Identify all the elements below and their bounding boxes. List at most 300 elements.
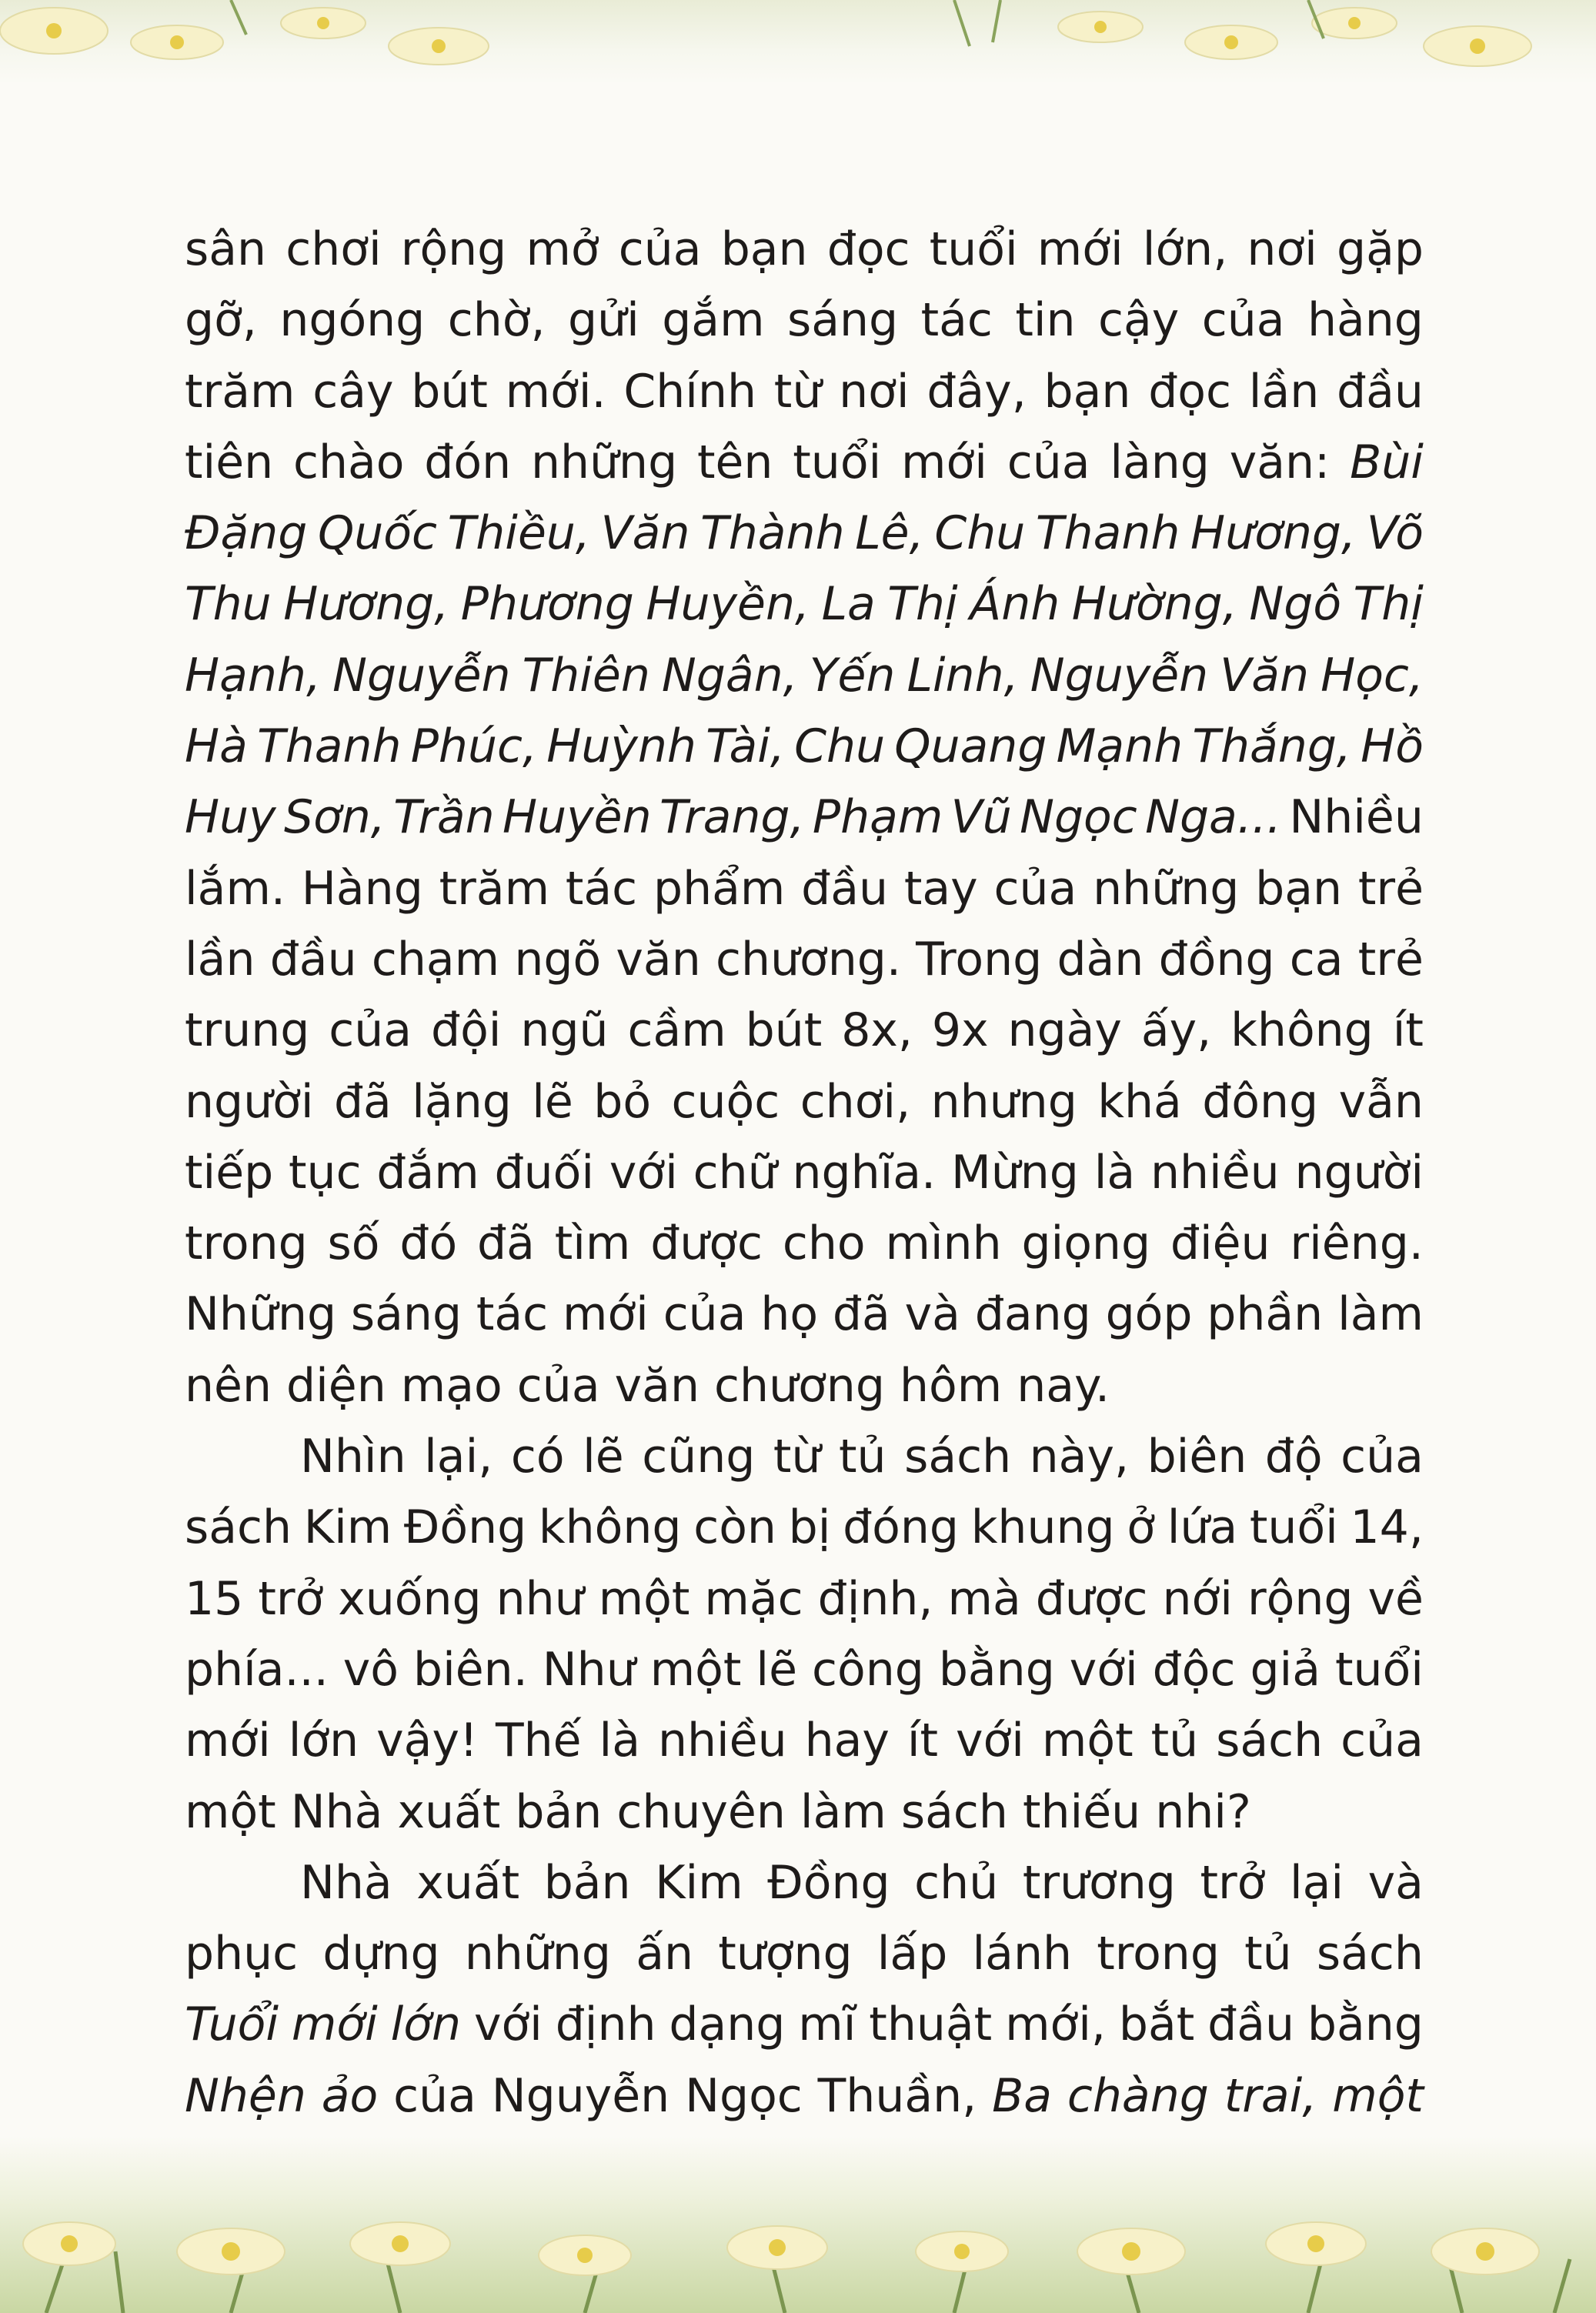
text-line <box>185 1279 1424 1350</box>
word: của <box>993 861 1077 916</box>
word: của <box>393 2068 476 2123</box>
word: dạng <box>669 1998 786 2052</box>
word: chờ, <box>447 293 546 348</box>
body-text <box>185 214 1424 2131</box>
word: Thu <box>185 577 272 632</box>
word: tìm <box>554 1217 631 1271</box>
word: lớn <box>288 1714 359 1768</box>
word: 14, <box>1350 1500 1424 1555</box>
word: Thế <box>495 1714 582 1768</box>
word: biên. <box>413 1642 528 1697</box>
word: tượng <box>718 1927 853 1981</box>
text-line <box>185 640 1424 711</box>
word: không <box>1230 1003 1374 1058</box>
word: Kim <box>303 1500 392 1555</box>
word: bạn <box>1043 364 1131 419</box>
word: Thiên <box>522 648 650 703</box>
text-line <box>185 1918 1424 1989</box>
word: vô <box>342 1642 399 1697</box>
chrysanthemum-border-bottom-icon <box>0 2136 1596 2313</box>
word: rộng <box>400 222 507 276</box>
word: ảo <box>321 2068 379 2123</box>
word: bút <box>745 1003 823 1058</box>
chrysanthemum-border-top-icon <box>0 0 1596 85</box>
text-line <box>185 1492 1424 1563</box>
word: phía... <box>185 1642 329 1697</box>
word: với <box>956 1714 1024 1768</box>
word: Nhìn <box>300 1430 406 1484</box>
word: Đồng <box>767 1855 890 1910</box>
word: tin <box>1015 293 1076 348</box>
word: Ngô <box>1249 577 1342 632</box>
word: gỡ, <box>185 293 257 348</box>
word: La <box>821 577 876 632</box>
word: Hồ <box>1361 719 1424 774</box>
word: điệu <box>1170 1217 1270 1271</box>
word: văn: <box>1229 435 1331 489</box>
word: lặng <box>412 1074 512 1129</box>
word: độ <box>1264 1430 1323 1484</box>
word: Chu <box>934 506 1026 561</box>
top-flower-border <box>0 0 1596 85</box>
word: không <box>538 1500 682 1555</box>
word: Chính <box>623 364 757 419</box>
word: Huyền <box>503 790 652 845</box>
word: đây, <box>927 364 1027 419</box>
word: là <box>599 1714 640 1768</box>
word: Tài, <box>706 719 785 774</box>
word: bỏ <box>593 1074 652 1129</box>
word: lánh <box>972 1927 1072 1981</box>
word: lứa <box>1167 1500 1238 1555</box>
word: được <box>1035 1571 1148 1626</box>
word: nơi <box>1247 222 1317 276</box>
word: tủ <box>838 1430 886 1484</box>
word: mở <box>526 222 599 276</box>
word: từ <box>773 1430 821 1484</box>
word: ngũ <box>520 1003 609 1058</box>
word: hàng <box>1307 293 1424 348</box>
word: Vũ <box>950 790 1012 845</box>
word: Bùi <box>1350 435 1424 489</box>
word: những <box>530 435 678 489</box>
word: Huyền, <box>646 577 810 632</box>
word: Văn <box>1220 648 1310 703</box>
word: ca <box>1289 932 1344 986</box>
word: Những <box>185 1287 337 1342</box>
word: nơi <box>839 364 910 419</box>
word: Đặng <box>185 506 308 561</box>
word: lắm. <box>185 861 285 916</box>
word: khung <box>970 1500 1115 1555</box>
word: Hạnh, <box>185 648 322 703</box>
text-line <box>185 1705 1424 1776</box>
word: Ba <box>992 2068 1053 2123</box>
word: tên <box>696 435 773 489</box>
word: 15 <box>185 1571 244 1626</box>
text-line <box>185 1066 1424 1137</box>
word: đó <box>399 1217 458 1271</box>
word: và <box>1367 1855 1424 1910</box>
word: sách <box>185 1500 292 1555</box>
word: của <box>1007 435 1090 489</box>
text-line <box>185 711 1424 782</box>
word: trai, <box>1224 2068 1317 2123</box>
text-line <box>185 853 1424 924</box>
text-line <box>185 782 1424 853</box>
text-line <box>185 214 1424 285</box>
word: Sơn, <box>283 790 386 845</box>
word: góp <box>1105 1287 1193 1342</box>
word: đóng <box>843 1500 959 1555</box>
word: Nhiều <box>1289 790 1424 845</box>
word: trở <box>258 1571 324 1626</box>
word: cậy <box>1098 293 1180 348</box>
word: sách <box>904 1430 1012 1484</box>
text-line <box>185 1634 1424 1705</box>
word: chương. <box>715 932 901 986</box>
word: mĩ <box>798 1998 856 2052</box>
word: mặc <box>704 1571 803 1626</box>
word: Đồng <box>403 1500 527 1555</box>
text-line <box>185 1989 1424 2060</box>
word: Mừng <box>950 1145 1079 1200</box>
word: Yến <box>809 648 896 703</box>
word: ấn <box>636 1927 693 1981</box>
text-line <box>185 1777 1424 1847</box>
word: làm <box>1337 1287 1424 1342</box>
word: tiên <box>185 435 274 489</box>
word: Hường, <box>1071 577 1237 632</box>
word: xuất <box>416 1855 520 1910</box>
word: công <box>812 1642 924 1697</box>
text-line <box>185 1350 1424 1421</box>
word: ít <box>907 1714 939 1768</box>
word: nên diện mạo của văn chương hôm nay. <box>185 1358 1110 1413</box>
word: giọng <box>1021 1217 1151 1271</box>
word: ngõ <box>514 932 602 986</box>
word: trương <box>1022 1855 1176 1910</box>
text-line <box>185 1137 1424 1208</box>
word: 9x <box>931 1003 989 1058</box>
word: lẽ <box>583 1430 624 1484</box>
word: lẽ <box>756 1642 797 1697</box>
word: đắm <box>376 1145 479 1200</box>
word: mới, <box>1005 1998 1106 2052</box>
word: đọc <box>1148 364 1232 419</box>
word: đồng <box>1158 932 1275 986</box>
word: nhiều <box>1150 1145 1280 1200</box>
text-line <box>185 427 1424 498</box>
word: sân <box>185 222 267 276</box>
word: định, <box>817 1571 933 1626</box>
word: trở <box>1200 1855 1266 1910</box>
word: Ngân, <box>661 648 798 703</box>
word: đầu <box>269 932 357 986</box>
word: tủ <box>1150 1714 1199 1768</box>
word: mới <box>901 435 987 489</box>
word: Phương <box>460 577 634 632</box>
word: một <box>649 1642 742 1697</box>
word: Như <box>542 1642 636 1697</box>
word: đông <box>1202 1074 1319 1129</box>
word: đọc <box>826 222 910 276</box>
word: Thanh <box>1035 506 1180 561</box>
word: của <box>329 1003 412 1058</box>
word: Trang, <box>659 790 805 845</box>
word: Tuổi <box>185 1998 279 2052</box>
word: làng <box>1110 435 1210 489</box>
word: đầu <box>1337 364 1424 419</box>
word: Nga... <box>1145 790 1282 845</box>
word: Chu <box>794 719 886 774</box>
word: chàng <box>1067 2068 1209 2123</box>
word: của <box>618 222 702 276</box>
word: sáng <box>786 293 899 348</box>
word: hay <box>804 1714 890 1768</box>
text-line <box>185 924 1424 995</box>
text-line <box>185 2061 1424 2131</box>
word: cũng <box>642 1430 756 1484</box>
word: đội <box>431 1003 502 1058</box>
word: mới <box>1037 222 1124 276</box>
word: lần <box>185 932 255 986</box>
word: bạn <box>720 222 808 276</box>
word: trẻ <box>1357 932 1424 986</box>
word: gặp <box>1336 222 1424 276</box>
word: được <box>650 1217 763 1271</box>
word: ngóng <box>279 293 426 348</box>
word: Quốc <box>318 506 437 561</box>
word: định <box>555 1998 656 2052</box>
word: mà <box>947 1571 1021 1626</box>
text-line <box>185 498 1424 569</box>
word: Huy <box>185 790 276 845</box>
word: Phạm <box>812 790 943 845</box>
word: và <box>904 1287 960 1342</box>
word: Nguyễn <box>1030 648 1209 703</box>
word: tuổi <box>793 435 882 489</box>
word: cầm <box>627 1003 726 1058</box>
word: dựng <box>322 1927 440 1981</box>
word: Thành <box>700 506 845 561</box>
word: Ngọc <box>685 2068 803 2123</box>
word: từ <box>773 364 822 419</box>
word: tuổi <box>1249 1500 1338 1555</box>
word: có <box>510 1430 565 1484</box>
word: lẽ <box>532 1074 573 1129</box>
text-line <box>185 995 1424 1066</box>
word: Nguyễn <box>491 2068 670 2123</box>
word: bản <box>543 1855 631 1910</box>
word: người <box>185 1074 314 1129</box>
word: Nhà <box>300 1855 392 1910</box>
word: một <box>1332 2068 1424 2123</box>
word: trong <box>1097 1927 1220 1981</box>
word: người <box>1294 1145 1424 1200</box>
word: tiếp <box>185 1145 274 1200</box>
word: nới <box>1162 1571 1233 1626</box>
word: trăm <box>185 364 295 419</box>
word: gửi <box>567 293 639 348</box>
bottom-flower-border <box>0 2136 1596 2313</box>
word: Thắng, <box>1192 719 1351 774</box>
word: chủ <box>914 1855 999 1910</box>
word: là <box>1093 1145 1136 1200</box>
word: dàn <box>1057 932 1144 986</box>
word: đón <box>424 435 512 489</box>
word: còn <box>693 1500 776 1555</box>
word: đầu <box>801 861 889 916</box>
word: Phúc, <box>410 719 538 774</box>
word: sách <box>1216 1714 1324 1768</box>
word: như <box>496 1571 584 1626</box>
word: Trong <box>916 932 1043 986</box>
word: phẩm <box>653 861 786 916</box>
word: một <box>598 1571 690 1626</box>
word: rộng <box>1247 1571 1354 1626</box>
word: Quang <box>894 719 1047 774</box>
word: Thiều, <box>447 506 590 561</box>
word: cuộc <box>671 1074 780 1129</box>
text-line <box>185 1847 1424 1918</box>
word: Học, <box>1321 648 1424 703</box>
word: nghĩa. <box>792 1145 937 1200</box>
word: đang <box>974 1287 1091 1342</box>
word: tuổi <box>929 222 1018 276</box>
word: chơi, <box>800 1074 911 1129</box>
word: Trần <box>393 790 495 845</box>
word: với <box>1069 1642 1138 1697</box>
word: Ánh <box>970 577 1060 632</box>
word: Linh, <box>907 648 1019 703</box>
word: đã <box>477 1217 535 1271</box>
word: bị <box>788 1500 831 1555</box>
word: một <box>1041 1714 1134 1768</box>
word: những <box>464 1927 611 1981</box>
word: độc <box>1152 1642 1236 1697</box>
word: tay <box>903 861 978 916</box>
word: về <box>1367 1571 1424 1626</box>
word: nhiều <box>657 1714 787 1768</box>
word: cho <box>782 1217 866 1271</box>
word: bắt <box>1118 1998 1195 2052</box>
word: nhưng <box>930 1074 1077 1129</box>
word: Hương, <box>1190 506 1357 561</box>
word: Hương, <box>283 577 449 632</box>
word: bằng <box>1307 1998 1424 2052</box>
word: chạm <box>371 932 500 986</box>
word: lại, <box>424 1430 493 1484</box>
word: Văn <box>600 506 690 561</box>
word: tuổi <box>1335 1642 1424 1697</box>
word: bạn <box>1255 861 1343 916</box>
word: biên <box>1147 1430 1247 1484</box>
word: Nhện <box>185 2068 306 2123</box>
word: Ngọc <box>1020 790 1137 845</box>
word: mới <box>291 1998 378 2052</box>
word: của <box>1341 1714 1424 1768</box>
word: số <box>327 1217 380 1271</box>
word: một Nhà xuất bản chuyên làm sách thiếu nhi? <box>185 1784 1251 1839</box>
text-line <box>185 356 1424 427</box>
word: vậy! <box>376 1714 479 1768</box>
word: chào <box>292 435 405 489</box>
word: văn <box>616 932 701 986</box>
word: Võ <box>1366 506 1424 561</box>
word: giả <box>1250 1642 1321 1697</box>
word: mình <box>885 1217 1002 1271</box>
word: Thị <box>1353 577 1424 632</box>
word: mới <box>185 1714 271 1768</box>
word: khá <box>1097 1074 1182 1129</box>
text-line <box>185 285 1424 355</box>
word: đã <box>832 1287 890 1342</box>
text-line <box>185 1421 1424 1492</box>
word: gắm <box>662 293 765 348</box>
word: Kim <box>655 1855 743 1910</box>
word: Lê, <box>855 506 924 561</box>
text-line <box>185 569 1424 639</box>
word: Hà <box>185 719 248 774</box>
word: trung <box>185 1003 310 1058</box>
word: xuống <box>338 1571 482 1626</box>
word: đầu <box>1207 1998 1295 2052</box>
word: chữ <box>693 1145 777 1200</box>
word: đã <box>333 1074 392 1129</box>
word: thuật <box>869 1998 993 2052</box>
word: sáng <box>350 1287 462 1342</box>
word: lấp <box>876 1927 948 1981</box>
word: Nguyễn <box>332 648 511 703</box>
word: chơi <box>285 222 382 276</box>
word: Thuần, <box>817 2068 977 2123</box>
word: Thị <box>887 577 958 632</box>
word: tủ <box>1244 1927 1292 1981</box>
word: bút <box>411 364 488 419</box>
word: bằng <box>938 1642 1055 1697</box>
word: tác <box>920 293 993 348</box>
word: trong <box>185 1217 308 1271</box>
word: Huỳnh <box>546 719 696 774</box>
word: ít <box>1392 1003 1424 1058</box>
word: lớn <box>390 1998 462 2052</box>
word: lớn, <box>1142 222 1228 276</box>
word: ấy, <box>1140 1003 1212 1058</box>
word: Hàng <box>301 861 423 916</box>
word: Thanh <box>257 719 402 774</box>
word: mới <box>563 1287 649 1342</box>
word: phần <box>1207 1287 1324 1342</box>
word: với <box>473 1998 543 2052</box>
text-line <box>185 1208 1424 1279</box>
word: lại <box>1289 1855 1344 1910</box>
word: những <box>1093 861 1240 916</box>
word: tục <box>289 1145 362 1200</box>
word: của <box>1201 293 1285 348</box>
word: lần <box>1248 364 1320 419</box>
word: ở <box>1127 1500 1156 1555</box>
word: với <box>609 1145 678 1200</box>
word: 8x, <box>841 1003 913 1058</box>
word: của <box>663 1287 746 1342</box>
word: vẫn <box>1338 1074 1424 1129</box>
text-line <box>185 1564 1424 1634</box>
word: của <box>1341 1430 1424 1484</box>
word: phục <box>185 1927 299 1981</box>
word: riêng. <box>1290 1217 1424 1271</box>
word: này, <box>1029 1430 1130 1484</box>
